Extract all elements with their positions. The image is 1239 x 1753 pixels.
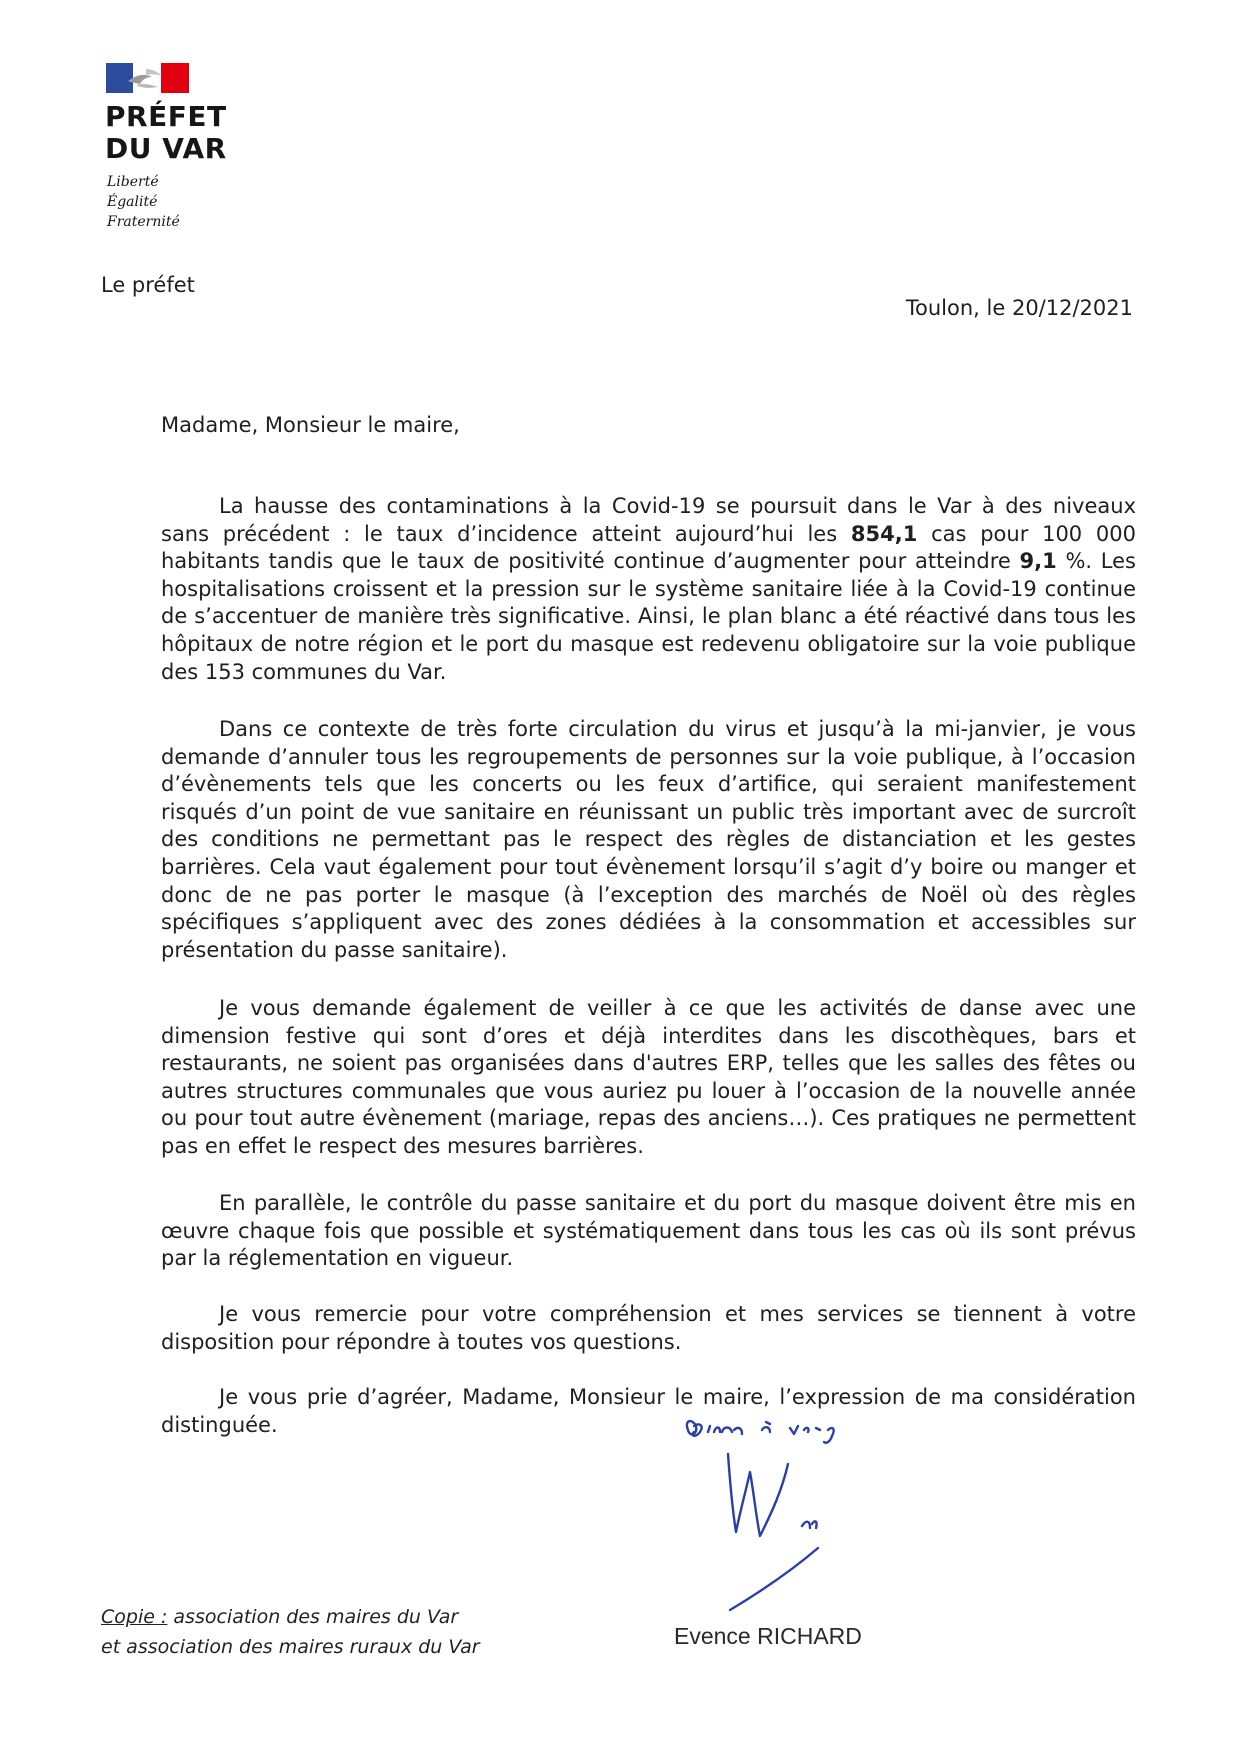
paragraph-6: Je vous prie d’agréer, Madame, Monsieur le maire, l’expression de ma considération distinguée.	[161, 1385, 1136, 1437]
positivity-rate: 9,1	[1019, 549, 1057, 574]
handwritten-signature	[670, 1412, 910, 1622]
copy-label: Copie :	[101, 1606, 168, 1628]
paragraph-4: En parallèle, le contrôle du passe sanitaire et du port du masque doivent être mis en œuvre chaque fois que possible et systématiquement dans tous les cas où ils sont prévus par la réglementation en vigueur.	[161, 1191, 1136, 1271]
motto-fraternite: Fraternité	[107, 214, 180, 230]
paragraph-1	[161, 493, 1136, 686]
copy-line-1: association des maires du Var	[167, 1606, 459, 1628]
republic-motto	[107, 172, 180, 232]
p1-text-c: cas pour 100 000 habitants tandis que le taux de positivité continue d’augmenter pour atteindre	[161, 521, 1136, 574]
p1-text-e: %. Les hospitalisations croissent et la pression sur le système sanitaire liée à la Covid-19 continue de s’accentuer de manière très significative. Ainsi, le plan blanc a été réactivé dans tous les hôpitaux de notre région et le port du masque est redevenu obligatoire sur la voie publique des 153 communes du Var.	[161, 549, 1136, 684]
motto-liberte: Liberté	[107, 174, 159, 190]
signer-name: Evence RICHARD	[674, 1623, 862, 1649]
brand-line-du-var: DU VAR	[105, 132, 227, 165]
p1-text-a: La hausse des contaminations à la Covid-19 se poursuit dans le Var à des niveaux sans précédent : le taux d’incidence atteint aujourd’hui les	[161, 494, 1136, 546]
brand-line-prefet: PRÉFET	[105, 100, 227, 133]
incidence-rate: 854,1	[850, 521, 918, 546]
copy-recipients	[101, 1602, 480, 1662]
sender-label: Le préfet	[101, 273, 195, 297]
motto-egalite: Égalité	[107, 194, 158, 210]
copy-line-2: et association des maires ruraux du Var	[101, 1636, 480, 1658]
brand-title	[105, 101, 227, 165]
paragraph-5: Je vous remercie pour votre compréhension et mes services se tiennent à votre disposition pour répondre à toutes vos questions.	[161, 1302, 1136, 1354]
letter-date: Toulon, le 20/12/2021	[905, 296, 1133, 320]
salutation: Madame, Monsieur le maire,	[161, 413, 460, 437]
paragraph-2: Dans ce contexte de très forte circulation du virus et jusqu’à la mi-janvier, je vous demande d’annuler tous les regroupements de personnes sur la voie publique, à l’occasion d’évènements tels que les concerts ou les feux d’artifice, qui seraient manifestement risqués d’un point de vue sanitaire en réunissant un public très important avec de surcroît des conditions ne permettant pas le respect des règles de distanciation et les gestes barrières. Cela vaut également pour tout évènement lorsqu’il s’agit d’y boire ou manger et donc de ne pas porter le masque (à l’exception des marchés de Noël où des règles spécifiques s’appliquent avec des zones dédiées à la consommation et accessibles sur présentation du passe sanitaire).	[161, 717, 1136, 962]
paragraph-3: Je vous demande également de veiller à ce que les activités de danse avec une dimension festive qui sont d’ores et déjà interdites dans les discothèques, bars et restaurants, ne soient pas organisées dans d'autres ERP, telles que les salles des fêtes ou autres structures communales que vous auriez pu louer à l’occasion de la nouvelle année ou pour tout autre évènement (mariage, repas des anciens…). Ces pratiques ne permettent pas en effet le respect des mesures barrières.	[161, 996, 1136, 1158]
marianne-logo-icon	[106, 63, 189, 93]
